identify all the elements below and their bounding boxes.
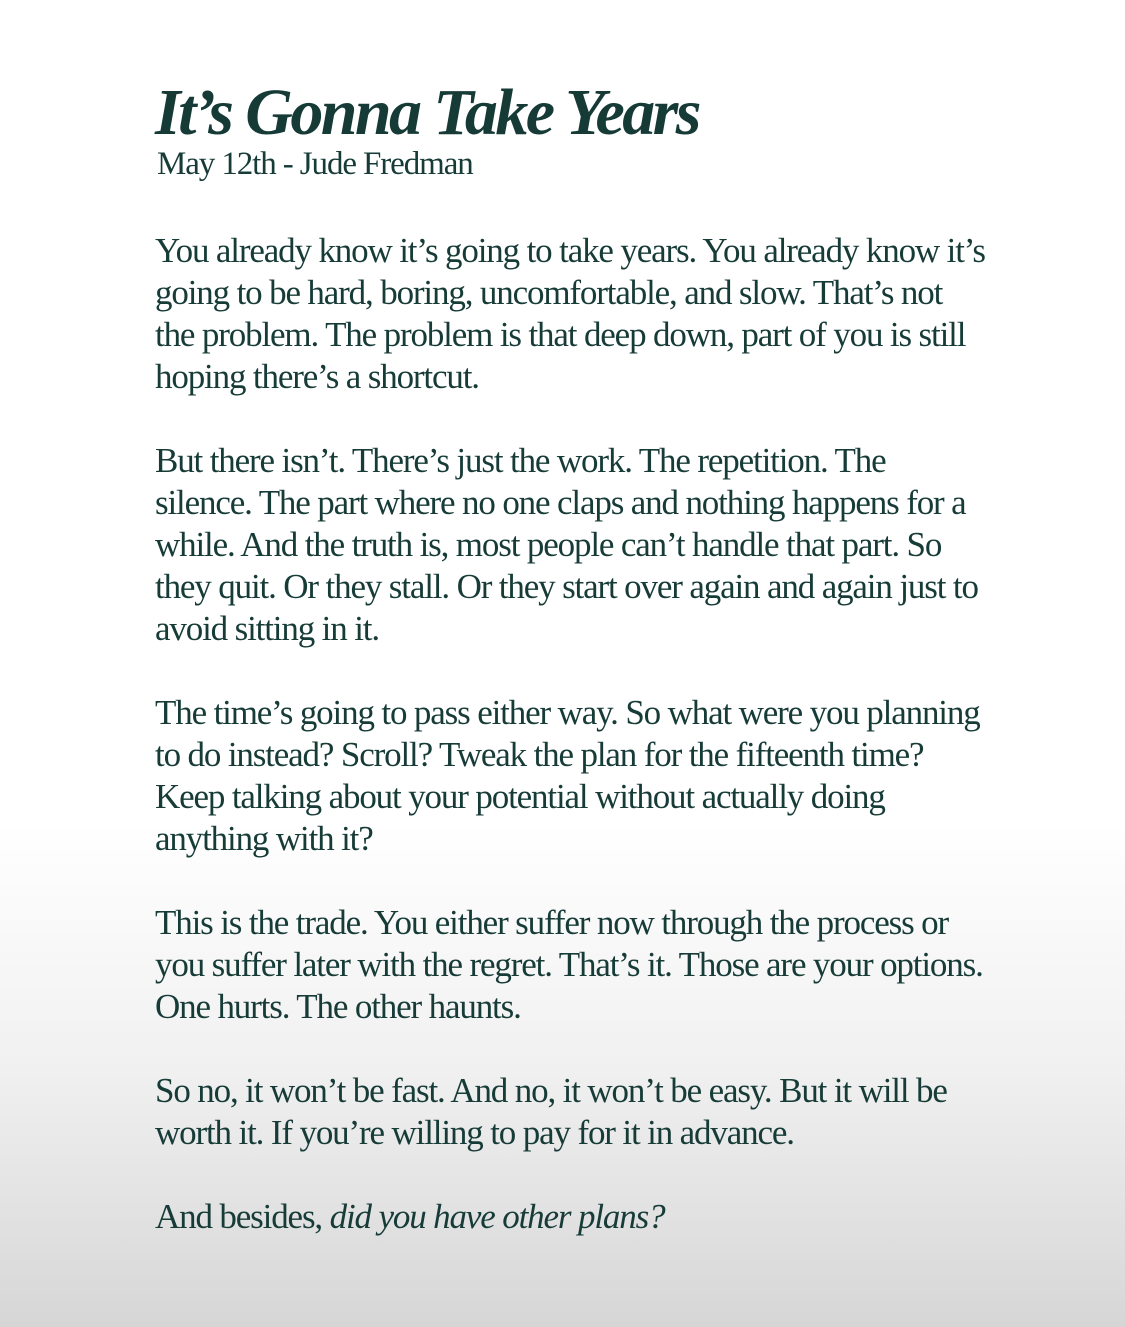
paragraph-2: But there isn’t. There’s just the work. The repetition. The silence. The part where no one claps and nothing happens for a while. And the truth is, most people can’t handle that part. So they quit. Or they stall. Or they start over again and again just to avoid sitting in it. [155,441,978,648]
closing-lead: And besides, [155,1197,330,1236]
article-body [155,230,985,1238]
article-title: It’s Gonna Take Years [155,76,699,149]
article-byline: May 12th - Jude Fredman [157,146,473,182]
paragraph-3: The time’s going to pass either way. So what were you planning to do instead? Scroll? Tweak the plan for the fifteenth time? Keep talking about your potential without actually doing anything with it? [155,693,980,858]
paragraph-1: You already know it’s going to take years. You already know it’s going to be hard, boring, uncomfortable, and slow. That’s not the problem. The problem is that deep down, part of you is still hoping there’s a shortcut. [155,231,985,396]
paragraph-4: This is the trade. You either suffer now through the process or you suffer later with the regret. That’s it. Those are your options. One hurts. The other haunts. [155,903,983,1026]
closing-line [155,1196,985,1238]
article [155,78,985,1238]
closing-emphasis: did you have other plans? [329,1197,665,1236]
paragraph-5: So no, it won’t be fast. And no, it won’t be easy. But it will be worth it. If you’re willing to pay for it in advance. [155,1071,947,1152]
